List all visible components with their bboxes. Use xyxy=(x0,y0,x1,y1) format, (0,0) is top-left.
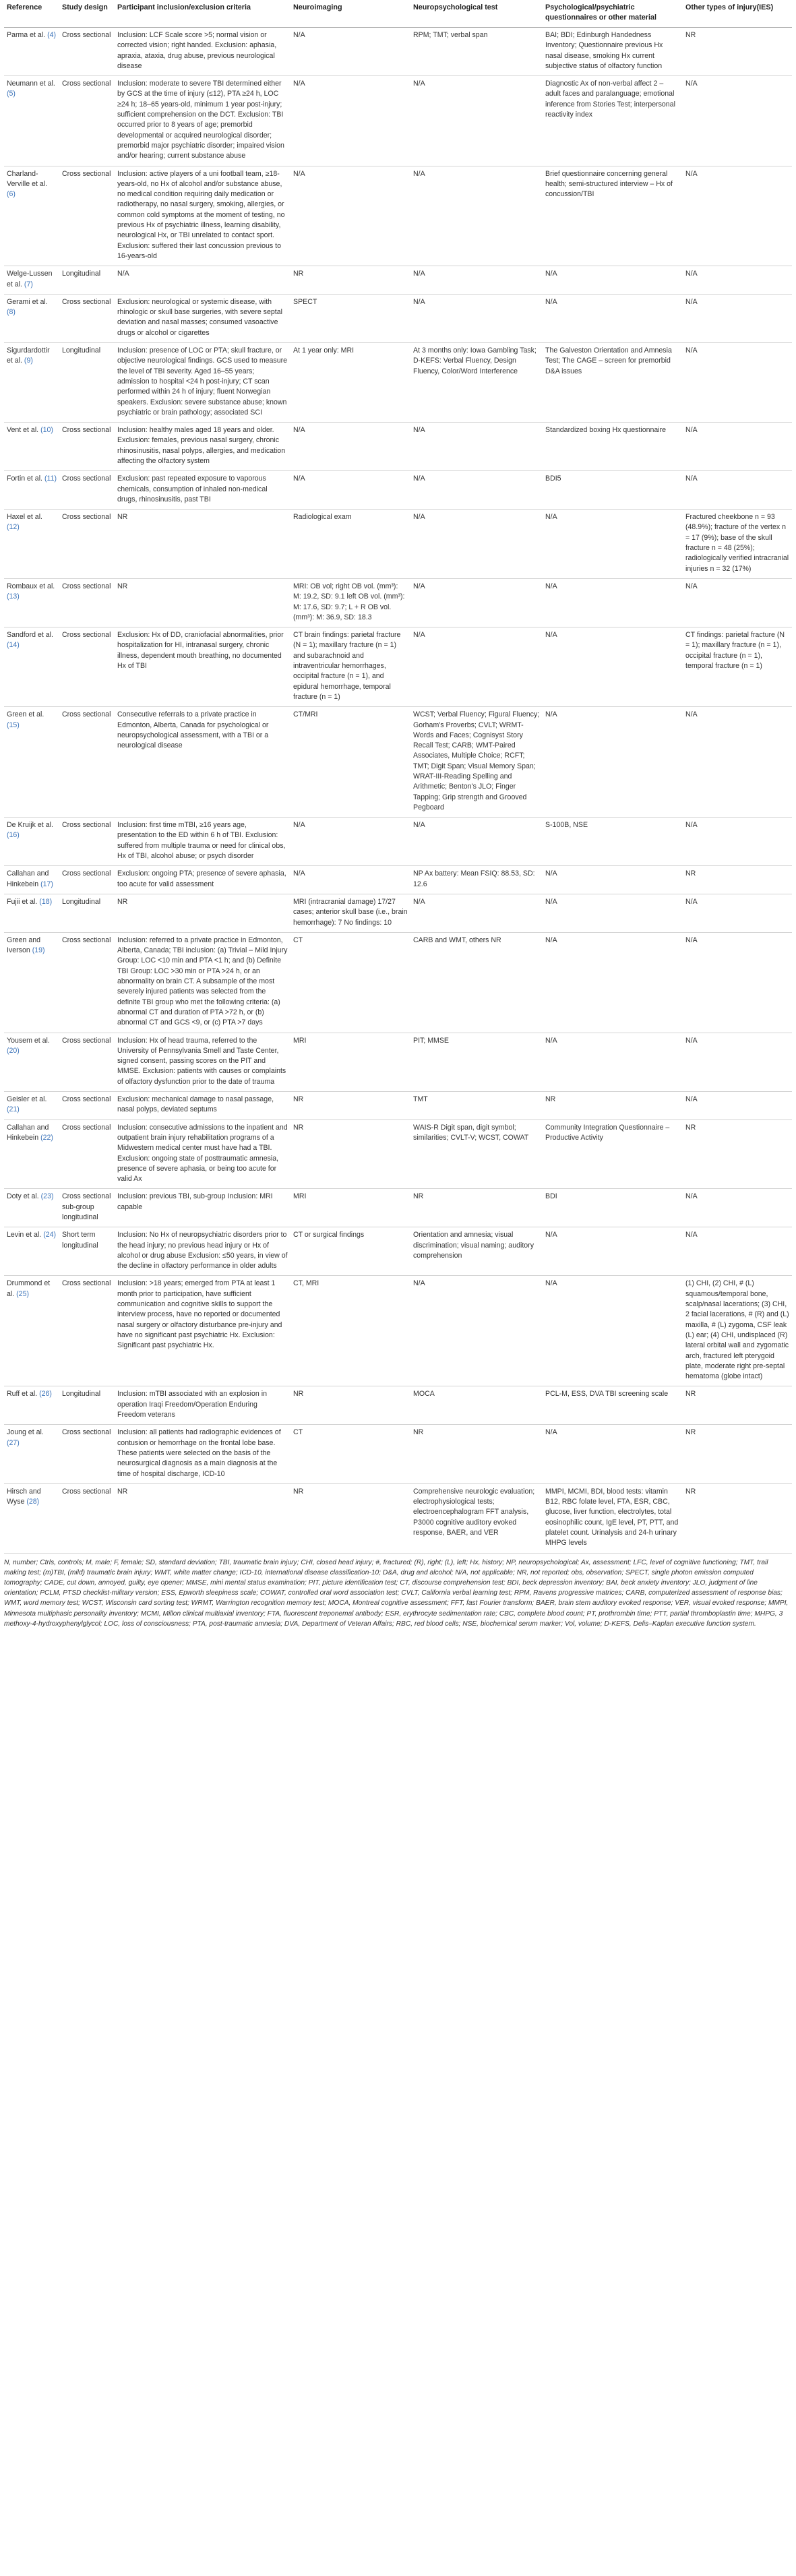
study-design-cell: Cross sectional xyxy=(59,1483,115,1553)
criteria-cell: Inclusion: No Hx of neuropsychiatric disorders prior to the head injury; no previous head injury or Hx of alcohol or drug abuse Exclusion: ≤50 years, in view of the decline in olfactory performance in older adults xyxy=(115,1227,290,1276)
table-row xyxy=(4,1425,792,1483)
neuropsych-test-cell: NP Ax battery: Mean FSIQ: 88.53, SD: 12.6 xyxy=(410,866,543,894)
reference-author: Callahan and Hinkebein xyxy=(7,869,49,888)
study-design-cell: Longitudinal xyxy=(59,1386,115,1425)
citation-link[interactable]: (11) xyxy=(44,474,57,483)
neuropsych-test-cell: NR xyxy=(410,1425,543,1483)
questionnaire-cell: N/A xyxy=(543,294,683,342)
reference-author: Green et al. xyxy=(7,710,44,719)
neuropsych-test-cell: RPM; TMT; verbal span xyxy=(410,28,543,76)
study-characteristics-table xyxy=(4,0,792,1554)
reference-cell xyxy=(4,266,59,295)
citation-link[interactable]: (9) xyxy=(24,357,33,365)
citation-link[interactable]: (13) xyxy=(7,592,20,601)
table-row xyxy=(4,28,792,76)
table-row xyxy=(4,1120,792,1189)
questionnaire-cell: N/A xyxy=(543,1033,683,1091)
table-row xyxy=(4,1483,792,1553)
table-footnotes: N, number; Ctrls, controls; M, male; F, female; SD, standard deviation; TBI, traumatic brain injury; CHI, closed head injury; #, fractured; (R), right; (L), left; Hx, history; NP, neuropsychological; Ax, assessment; LFC, level of cognitive functioning; TMT, trail making test; (m)TBI, (mild) traumatic brain injury; WMT, white matter change; ICD-10, international disease classification-10; D&A, drug and alcohol; N/A, not applicable; NR, not reported; obs, observation; SPECT, single photon emission computed tomography; CADE, cut down, annoyed, guilty, eye opener; MMSE, mini mental status examination; PIT, picture identification test; CT, discourse comprehension test; BDI, beck depression inventory; BAI, beck anxiety inventory; JLO, judgment of line orientation; PCLM, PTSD checklist-military version; ESS, Epworth sleepiness scale; COWAT, controlled oral word association test; CVLT, California verbal learning test; RPM, Ravens progressive matrices; CARB, computerized assessment of response bias; WMT, word memory test; WCST, Wisconsin card sorting test; WRMT, Warrington recognition memory test; MOCA, Montreal cognitive assessment; FFT, fast Fourier transform; BAER, brain stem auditory evoked response; VER, visual evoked response; MMPI, Minnesota multiphasic personality inventory; MCMI, Millon clinical multiaxial inventory; FTA, fluorescent treponemal antibody; ESR, erythrocyte sedimentation rate; CBC, complete blood count; PT, prothrombin time; PTT, partial thromboplastin time; MHPG, 3 methoxy-4-hydroxyphenylglycol; LOC, loss of consciousness; PTA, post-traumatic amnesia; DVA, Department of Veteran Affairs; RBC, red blood cells; NSE, biochemical serum marker; Vol, volume; D-KEFS, Delis–Kaplan executive function system. xyxy=(4,1558,789,1628)
reference-cell xyxy=(4,894,59,932)
reference-author: Sandford et al. xyxy=(7,631,53,640)
table-body xyxy=(4,28,792,1554)
neuropsych-test-cell: NR xyxy=(410,1189,543,1227)
reference-cell xyxy=(4,1386,59,1425)
neuroimaging-cell: NR xyxy=(290,1092,410,1120)
study-design-cell: Cross sectional xyxy=(59,294,115,342)
criteria-cell: Exclusion: neurological or systemic disease, with rhinologic or skull base surgeries, with severe septal deviation and nasal masses; consumed vasoactive drugs or alcohol or cigarettes xyxy=(115,294,290,342)
reference-cell xyxy=(4,818,59,866)
neuroimaging-cell: MRI: OB vol; right OB vol. (mm³): M: 19.2, SD: 9.1 left OB vol. (mm³): M: 17.6, SD: 9.7; L + R OB vol. (mm³): M: 36.9, SD: 18.3 xyxy=(290,578,410,627)
citation-link[interactable]: (4) xyxy=(47,31,57,39)
questionnaire-cell: N/A xyxy=(543,707,683,818)
citation-link[interactable]: (5) xyxy=(7,90,16,98)
citation-link[interactable]: (23) xyxy=(40,1192,54,1201)
neuroimaging-cell: CT xyxy=(290,932,410,1033)
reference-cell xyxy=(4,1227,59,1276)
questionnaire-cell: Community Integration Questionnaire – Productive Activity xyxy=(543,1120,683,1189)
reference-cell xyxy=(4,423,59,471)
reference-cell xyxy=(4,1033,59,1091)
table-header-row xyxy=(4,0,792,28)
reference-cell xyxy=(4,866,59,894)
citation-link[interactable]: (19) xyxy=(32,946,45,955)
other-injury-cell: N/A xyxy=(683,294,792,342)
neuroimaging-cell: N/A xyxy=(290,866,410,894)
reference-author: Doty et al. xyxy=(7,1192,39,1201)
criteria-cell: Inclusion: referred to a private practice in Edmonton, Alberta, Canada; TBI inclusion: (a) Trivial – Mild Injury Group: LOC <10 min and PTA <1 h; and (b) Definite TBI Group: LOC >30 min or PTA >24 h, or an abnormality on brain CT. A subsample of the most severely injured patients was selected from the definite TBI group who met the following criteria: (a) abnormal CT and duration of PTA >72 h, or (b) abnormal CT and GCS <9, or (c) PTA >7 days xyxy=(115,932,290,1033)
table-row xyxy=(4,866,792,894)
reference-author: Levin et al. xyxy=(7,1231,42,1239)
neuropsych-test-cell: N/A xyxy=(410,471,543,510)
other-injury-cell: N/A xyxy=(683,1092,792,1120)
neuroimaging-cell: NR xyxy=(290,266,410,295)
neuropsych-test-cell: N/A xyxy=(410,818,543,866)
table-row xyxy=(4,294,792,342)
criteria-cell: NR xyxy=(115,894,290,932)
other-injury-cell: N/A xyxy=(683,1227,792,1276)
other-injury-cell: Fractured cheekbone n = 93 (48.9%); fracture of the vertex n = 17 (9%); base of the skull fracture n = 48 (25%); radiologically verified intracranial injuries n = 32 (17%) xyxy=(683,510,792,579)
criteria-cell: NR xyxy=(115,510,290,579)
citation-link[interactable]: (8) xyxy=(7,308,16,317)
table-row xyxy=(4,932,792,1033)
other-injury-cell: N/A xyxy=(683,76,792,166)
citation-link[interactable]: (15) xyxy=(7,720,20,729)
reference-cell xyxy=(4,343,59,423)
questionnaire-cell: N/A xyxy=(543,266,683,295)
neuropsych-test-cell: CARB and WMT, others NR xyxy=(410,932,543,1033)
criteria-cell: Inclusion: LCF Scale score >5; normal vision or corrected vision; right handed. Exclusion: aphasia, apraxia, ataxia, drug abuse, previous neurological disease xyxy=(115,28,290,76)
study-design-cell: Cross sectional xyxy=(59,76,115,166)
criteria-cell: Inclusion: consecutive admissions to the inpatient and outpatient brain injury rehabilitation programs of a Midwestern medical center must have had a TBI. Exclusion: ongoing state of posttraumatic amnesia, presence of severe aphasia, or being too acute for valid Ax xyxy=(115,1120,290,1189)
other-injury-cell: N/A xyxy=(683,578,792,627)
reference-author: Ruff et al. xyxy=(7,1390,38,1399)
other-injury-cell: N/A xyxy=(683,471,792,510)
reference-author: Geisler et al. xyxy=(7,1095,47,1104)
reference-cell xyxy=(4,1425,59,1483)
citation-link[interactable]: (16) xyxy=(7,831,20,840)
reference-author: Fortin et al. xyxy=(7,474,42,483)
reference-author: Hirsch and Wyse xyxy=(7,1487,41,1506)
questionnaire-cell: Diagnostic Ax of non-verbal affect 2 – adult faces and paralanguage; emotional inference from Stories Test; interpersonal reactivity index xyxy=(543,76,683,166)
criteria-cell: Inclusion: first time mTBI, ≥16 years age, presentation to the ED within 6 h of TBI. Exclusion: suffered from multiple trauma or need for clinical obs, Hx of TBI, alcohol abuse; or psych disorder xyxy=(115,818,290,866)
neuroimaging-cell: CT, MRI xyxy=(290,1276,410,1386)
study-design-cell: Cross sectional xyxy=(59,627,115,707)
questionnaire-cell: N/A xyxy=(543,627,683,707)
neuroimaging-cell: CT/MRI xyxy=(290,707,410,818)
table-row xyxy=(4,1276,792,1386)
neuropsych-test-cell: Comprehensive neurologic evaluation; electrophysiological tests; electroencephalogram FFT analysis, P3000 cognitive auditory evoked response, BAER, and VER xyxy=(410,1483,543,1553)
reference-author: Green and Iverson xyxy=(7,936,41,955)
table-row xyxy=(4,578,792,627)
header-other-injury: Other types of injury(IES) xyxy=(683,0,792,28)
study-design-cell: Cross sectional xyxy=(59,818,115,866)
study-design-cell: Cross sectional xyxy=(59,1276,115,1386)
study-design-cell: Cross sectional xyxy=(59,510,115,579)
table-row xyxy=(4,894,792,932)
other-injury-cell: N/A xyxy=(683,423,792,471)
criteria-cell: N/A xyxy=(115,266,290,295)
reference-author: Drummond et al. xyxy=(7,1279,51,1298)
citation-link[interactable]: (22) xyxy=(40,1133,53,1142)
study-design-cell: Cross sectional xyxy=(59,707,115,818)
reference-cell xyxy=(4,510,59,579)
neuropsych-test-cell: WAIS-R Digit span, digit symbol; similarities; CVLT-V; WCST, COWAT xyxy=(410,1120,543,1189)
neuropsych-test-cell: WCST; Verbal Fluency; Figural Fluency; Gorham's Proverbs; CVLT; WRMT-Words and Faces; Cognisyst Story Recall Test; CARB; WMT-Paired Associates, Multiple Choice; RCFT; TMT; Digit Span; Visual Memory Span; WRAT-III-Reading Spelling and Arithmetic; Benton's JLO; Finger Tapping; Grip strength and Grooved Pegboard xyxy=(410,707,543,818)
citation-link[interactable]: (12) xyxy=(7,523,20,532)
neuropsych-test-cell: N/A xyxy=(410,1276,543,1386)
citation-link[interactable]: (17) xyxy=(40,880,53,888)
neuroimaging-cell: N/A xyxy=(290,166,410,266)
table-row xyxy=(4,707,792,818)
study-design-cell: Cross sectional xyxy=(59,1425,115,1483)
neuropsych-test-cell: Orientation and amnesia; visual discrimination; visual naming; auditory comprehension xyxy=(410,1227,543,1276)
criteria-cell: Exclusion: Hx of DD, craniofacial abnormalities, prior hospitalization for HI, intranasal surgery, chronic illness, dependent mouth breathing, no documented Hx of TBI xyxy=(115,627,290,707)
questionnaire-cell: N/A xyxy=(543,1425,683,1483)
criteria-cell: Inclusion: all patients had radiographic evidences of contusion or hemorrhage on the frontal lobe base. These patients were selected on the basis of the neurosurgical diagnosis as a main diagnosis at the time of hospital discharge, ICD-10 xyxy=(115,1425,290,1483)
other-injury-cell: N/A xyxy=(683,343,792,423)
reference-cell xyxy=(4,627,59,707)
neuroimaging-cell: N/A xyxy=(290,818,410,866)
other-injury-cell: N/A xyxy=(683,1033,792,1091)
neuropsych-test-cell: N/A xyxy=(410,76,543,166)
reference-author: Neumann et al. xyxy=(7,80,55,88)
neuroimaging-cell: MRI xyxy=(290,1189,410,1227)
questionnaire-cell: N/A xyxy=(543,510,683,579)
neuropsych-test-cell: PIT; MMSE xyxy=(410,1033,543,1091)
reference-cell xyxy=(4,578,59,627)
citation-link[interactable]: (6) xyxy=(7,190,16,199)
reference-cell xyxy=(4,1483,59,1553)
other-injury-cell: NR xyxy=(683,28,792,76)
questionnaire-cell: N/A xyxy=(543,932,683,1033)
table-row xyxy=(4,166,792,266)
questionnaire-cell: N/A xyxy=(543,1227,683,1276)
questionnaire-cell: BDI xyxy=(543,1189,683,1227)
reference-author: Gerami et al. xyxy=(7,297,48,306)
other-injury-cell: (1) CHI, (2) CHI, # (L) squamous/temporal bone, scalp/nasal lacerations; (3) CHI, 2 facial lacerations, # (R) and (L) maxilla, # (L) zygoma, CSF leak (L) ear; (4) CHI, undisplaced (R) lateral orbital wall and zygomatic arch, fractured left pterygoid plate, moderate right pre-septal hematoma (globe intact) xyxy=(683,1276,792,1386)
neuroimaging-cell: N/A xyxy=(290,28,410,76)
reference-author: Rombaux et al. xyxy=(7,582,55,590)
reference-author: Callahan and Hinkebein xyxy=(7,1123,49,1142)
questionnaire-cell: BAI; BDI; Edinburgh Handedness Inventory; Questionnaire previous Hx nasal disease, smoking Hx current subjective status of olfactory function xyxy=(543,28,683,76)
header-reference: Reference xyxy=(4,0,59,28)
other-injury-cell: NR xyxy=(683,1120,792,1189)
other-injury-cell: NR xyxy=(683,1483,792,1553)
questionnaire-cell: BDI5 xyxy=(543,471,683,510)
neuroimaging-cell: NR xyxy=(290,1386,410,1425)
neuropsych-test-cell: N/A xyxy=(410,166,543,266)
table-row xyxy=(4,1189,792,1227)
study-design-cell: Cross sectional xyxy=(59,28,115,76)
criteria-cell: Inclusion: Hx of head trauma, referred to the University of Pennsylvania Smell and Taste Center, signed consent, passing scores on the PIT and MMSE. Exclusion: patients with causes or complaints of olfactory dysfunction prior to the date of trauma xyxy=(115,1033,290,1091)
criteria-cell: Inclusion: presence of LOC or PTA; skull fracture, or objective neurological findings. GCS used to measure the level of TBI severity. Aged 16–55 years; admission to hospital <24 h post-injury; CT scan performed within 24 h of injury; fluent Norwegian speakers. Exclusion: severe substance abuse; known psychiatric or brain pathology; associated SCI xyxy=(115,343,290,423)
questionnaire-cell: N/A xyxy=(543,894,683,932)
criteria-cell: Exclusion: past repeated exposure to vaporous chemicals, consumption of inhaled non-medical drugs, rhinosinusitis, past TBI xyxy=(115,471,290,510)
neuroimaging-cell: NR xyxy=(290,1120,410,1189)
reference-cell xyxy=(4,28,59,76)
study-design-cell: Short term longitudinal xyxy=(59,1227,115,1276)
neuropsych-test-cell: N/A xyxy=(410,578,543,627)
reference-cell xyxy=(4,1120,59,1189)
reference-cell xyxy=(4,294,59,342)
other-injury-cell: N/A xyxy=(683,166,792,266)
header-criteria: Participant inclusion/exclusion criteria xyxy=(115,0,290,28)
other-injury-cell: CT findings: parietal fracture (N = 1); maxillary fracture (n = 1), occipital fracture (n = 1), temporal fracture (n = 1) xyxy=(683,627,792,707)
questionnaire-cell: PCL-M, ESS, DVA TBI screening scale xyxy=(543,1386,683,1425)
other-injury-cell: N/A xyxy=(683,932,792,1033)
questionnaire-cell: NR xyxy=(543,1092,683,1120)
criteria-cell: Inclusion: healthy males aged 18 years and older. Exclusion: females, previous nasal surgery, chronic rhinosinusitis, nasal polyps, allergies, and medication affecting the olfactory system xyxy=(115,423,290,471)
citation-link[interactable]: (21) xyxy=(7,1105,20,1114)
table-row xyxy=(4,1386,792,1425)
study-design-cell: Cross sectional xyxy=(59,166,115,266)
study-design-cell: Longitudinal xyxy=(59,894,115,932)
neuroimaging-cell: MRI xyxy=(290,1033,410,1091)
reference-author: Charland-Verville et al. xyxy=(7,169,48,188)
header-neuropsychological-test: Neuropsychological test xyxy=(410,0,543,28)
neuroimaging-cell: N/A xyxy=(290,471,410,510)
other-injury-cell: N/A xyxy=(683,894,792,932)
other-injury-cell: N/A xyxy=(683,818,792,866)
neuroimaging-cell: CT or surgical findings xyxy=(290,1227,410,1276)
study-design-cell: Longitudinal xyxy=(59,343,115,423)
citation-link[interactable]: (27) xyxy=(7,1438,20,1447)
neuropsych-test-cell: TMT xyxy=(410,1092,543,1120)
criteria-cell: NR xyxy=(115,578,290,627)
reference-cell xyxy=(4,932,59,1033)
questionnaire-cell: N/A xyxy=(543,866,683,894)
reference-cell xyxy=(4,1276,59,1386)
questionnaire-cell: Brief questionnaire concerning general health; semi-structured interview – Hx of concussion/TBI xyxy=(543,166,683,266)
citation-link[interactable]: (26) xyxy=(39,1390,52,1399)
neuroimaging-cell: NR xyxy=(290,1483,410,1553)
header-neuroimaging: Neuroimaging xyxy=(290,0,410,28)
citation-link[interactable]: (25) xyxy=(16,1289,29,1298)
other-injury-cell: N/A xyxy=(683,1189,792,1227)
reference-author: Joung et al. xyxy=(7,1428,44,1437)
criteria-cell: Inclusion: moderate to severe TBI determined either by GCS at the time of injury (≤12), PTA ≥24 h, LOC ≥24 h; 18–65 years-old, minimum 1 year post-injury; sufficient comprehension on the DCT. Exclusion: TBI occurred prior to 8 years of age; premorbid developmental or acquired neurological disorder; premorbid major psychiatric disorder; impaired vision and/or hearing; current substance abuse xyxy=(115,76,290,166)
neuroimaging-cell: SPECT xyxy=(290,294,410,342)
neuropsych-test-cell: N/A xyxy=(410,423,543,471)
table-row xyxy=(4,627,792,707)
neuropsych-test-cell: N/A xyxy=(410,510,543,579)
citation-link[interactable]: (14) xyxy=(7,641,20,650)
questionnaire-cell: S-100B, NSE xyxy=(543,818,683,866)
study-design-cell: Cross sectional xyxy=(59,1092,115,1120)
reference-author: Vent et al. xyxy=(7,426,39,435)
neuropsych-test-cell: N/A xyxy=(410,627,543,707)
neuroimaging-cell: MRI (intracranial damage) 17/27 cases; anterior skull base (i.e., brain hemorrhage): 7 No findings: 10 xyxy=(290,894,410,932)
questionnaire-cell: Standardized boxing Hx questionnaire xyxy=(543,423,683,471)
study-design-cell: Cross sectional xyxy=(59,932,115,1033)
citation-link[interactable]: (20) xyxy=(7,1046,20,1055)
reference-cell xyxy=(4,76,59,166)
study-design-cell: Cross sectional xyxy=(59,423,115,471)
criteria-cell: Exclusion: mechanical damage to nasal passage, nasal polyps, deviated septums xyxy=(115,1092,290,1120)
other-injury-cell: NR xyxy=(683,1425,792,1483)
questionnaire-cell: N/A xyxy=(543,578,683,627)
neuroimaging-cell: Radiological exam xyxy=(290,510,410,579)
criteria-cell: NR xyxy=(115,1483,290,1553)
table-row xyxy=(4,343,792,423)
other-injury-cell: NR xyxy=(683,1386,792,1425)
study-design-cell: Cross sectional xyxy=(59,866,115,894)
questionnaire-cell: N/A xyxy=(543,1276,683,1386)
study-design-cell: Cross sectional xyxy=(59,471,115,510)
table-row xyxy=(4,76,792,166)
neuropsych-test-cell: N/A xyxy=(410,266,543,295)
neuropsych-test-cell: N/A xyxy=(410,894,543,932)
citation-link[interactable]: (18) xyxy=(39,897,53,906)
table-row xyxy=(4,471,792,510)
reference-cell xyxy=(4,707,59,818)
reference-author: Fujii et al. xyxy=(7,897,38,906)
reference-cell xyxy=(4,166,59,266)
study-design-cell: Cross sectional xyxy=(59,1033,115,1091)
study-design-cell: Cross sectional sub-group longitudinal xyxy=(59,1189,115,1227)
neuroimaging-cell: N/A xyxy=(290,423,410,471)
criteria-cell: Inclusion: active players of a uni football team, ≥18-years-old, no Hx of alcohol and/or substance abuse, no medical condition requiring daily medication or radiotherapy, no nasal surgery, smoking, allergies, or common cold symptoms at the moment of testing, no previous Hx of psychiatric illness, learning disability, neurological Hx, or TBI unrelated to contact sport. Exclusion: suffered their last concussion previous to 16-years-old xyxy=(115,166,290,266)
table-row xyxy=(4,1033,792,1091)
reference-author: Parma et al. xyxy=(7,31,46,39)
table-row xyxy=(4,510,792,579)
study-design-cell: Longitudinal xyxy=(59,266,115,295)
reference-author: Haxel et al. xyxy=(7,513,42,522)
criteria-cell: Exclusion: ongoing PTA; presence of severe aphasia, too acute for valid assessment xyxy=(115,866,290,894)
criteria-cell: Inclusion: mTBI associated with an explosion in operation Iraqi Freedom/Operation Enduring Freedom veterans xyxy=(115,1386,290,1425)
reference-author: Sigurdardottir et al. xyxy=(7,346,50,365)
reference-cell xyxy=(4,1189,59,1227)
questionnaire-cell: MMPI, MCMI, BDI, blood tests: vitamin B12, RBC folate level, FTA, ESR, CBC, glucose, liver function, electrolytes, total eosinophilic count, IgE level, PT, PTT, and platelet count. Urinalysis and 24-h urinary MHPG levels xyxy=(543,1483,683,1553)
neuropsych-test-cell: N/A xyxy=(410,294,543,342)
citation-link[interactable]: (10) xyxy=(40,426,53,435)
table-row xyxy=(4,1227,792,1276)
citation-link[interactable]: (28) xyxy=(26,1498,40,1506)
reference-cell xyxy=(4,471,59,510)
neuroimaging-cell: CT xyxy=(290,1425,410,1483)
table-row xyxy=(4,1092,792,1120)
citation-link[interactable]: (24) xyxy=(43,1231,57,1239)
header-study-design: Study design xyxy=(59,0,115,28)
study-design-cell: Cross sectional xyxy=(59,1120,115,1189)
table-row xyxy=(4,423,792,471)
neuroimaging-cell: At 1 year only: MRI xyxy=(290,343,410,423)
header-questionnaires: Psychological/psychiatric questionnaires or other material xyxy=(543,0,683,28)
reference-cell xyxy=(4,1092,59,1120)
table-row xyxy=(4,266,792,295)
other-injury-cell: N/A xyxy=(683,266,792,295)
reference-author: Yousem et al. xyxy=(7,1036,50,1045)
reference-author: Welge-Lussen et al. xyxy=(7,270,53,288)
other-injury-cell: N/A xyxy=(683,707,792,818)
neuropsych-test-cell: MOCA xyxy=(410,1386,543,1425)
study-design-cell: Cross sectional xyxy=(59,578,115,627)
criteria-cell: Inclusion: previous TBI, sub-group Inclusion: MRI capable xyxy=(115,1189,290,1227)
criteria-cell: Inclusion: >18 years; emerged from PTA at least 1 month prior to participation, have sufficient communication and cognitive skills to support the interview process, have no reported or documented nasal surgery or olfactory disturbance pre-injury and have no significant past psychiatric Hx. Exclusion: Significant past psychiatric Hx. xyxy=(115,1276,290,1386)
citation-link[interactable]: (7) xyxy=(24,280,33,288)
neuroimaging-cell: CT brain findings: parietal fracture (N = 1); maxillary fracture (n = 1) and subarachnoid and intraventricular hemorrhages, occipital fracture (n = 1), and epidural hemorrhage, temporal fracture (n = 1) xyxy=(290,627,410,707)
neuroimaging-cell: N/A xyxy=(290,76,410,166)
other-injury-cell: NR xyxy=(683,866,792,894)
neuropsych-test-cell: At 3 months only: Iowa Gambling Task; D-KEFS: Verbal Fluency, Design Fluency, Color/Word Interference xyxy=(410,343,543,423)
table-row xyxy=(4,818,792,866)
reference-author: De Kruijk et al. xyxy=(7,821,53,830)
criteria-cell: Consecutive referrals to a private practice in Edmonton, Alberta, Canada for psychological or neuropsychological assessment, with a TBI or a neurological disease xyxy=(115,707,290,818)
questionnaire-cell: The Galveston Orientation and Amnesia Test; The CAGE – screen for premorbid D&A issues xyxy=(543,343,683,423)
